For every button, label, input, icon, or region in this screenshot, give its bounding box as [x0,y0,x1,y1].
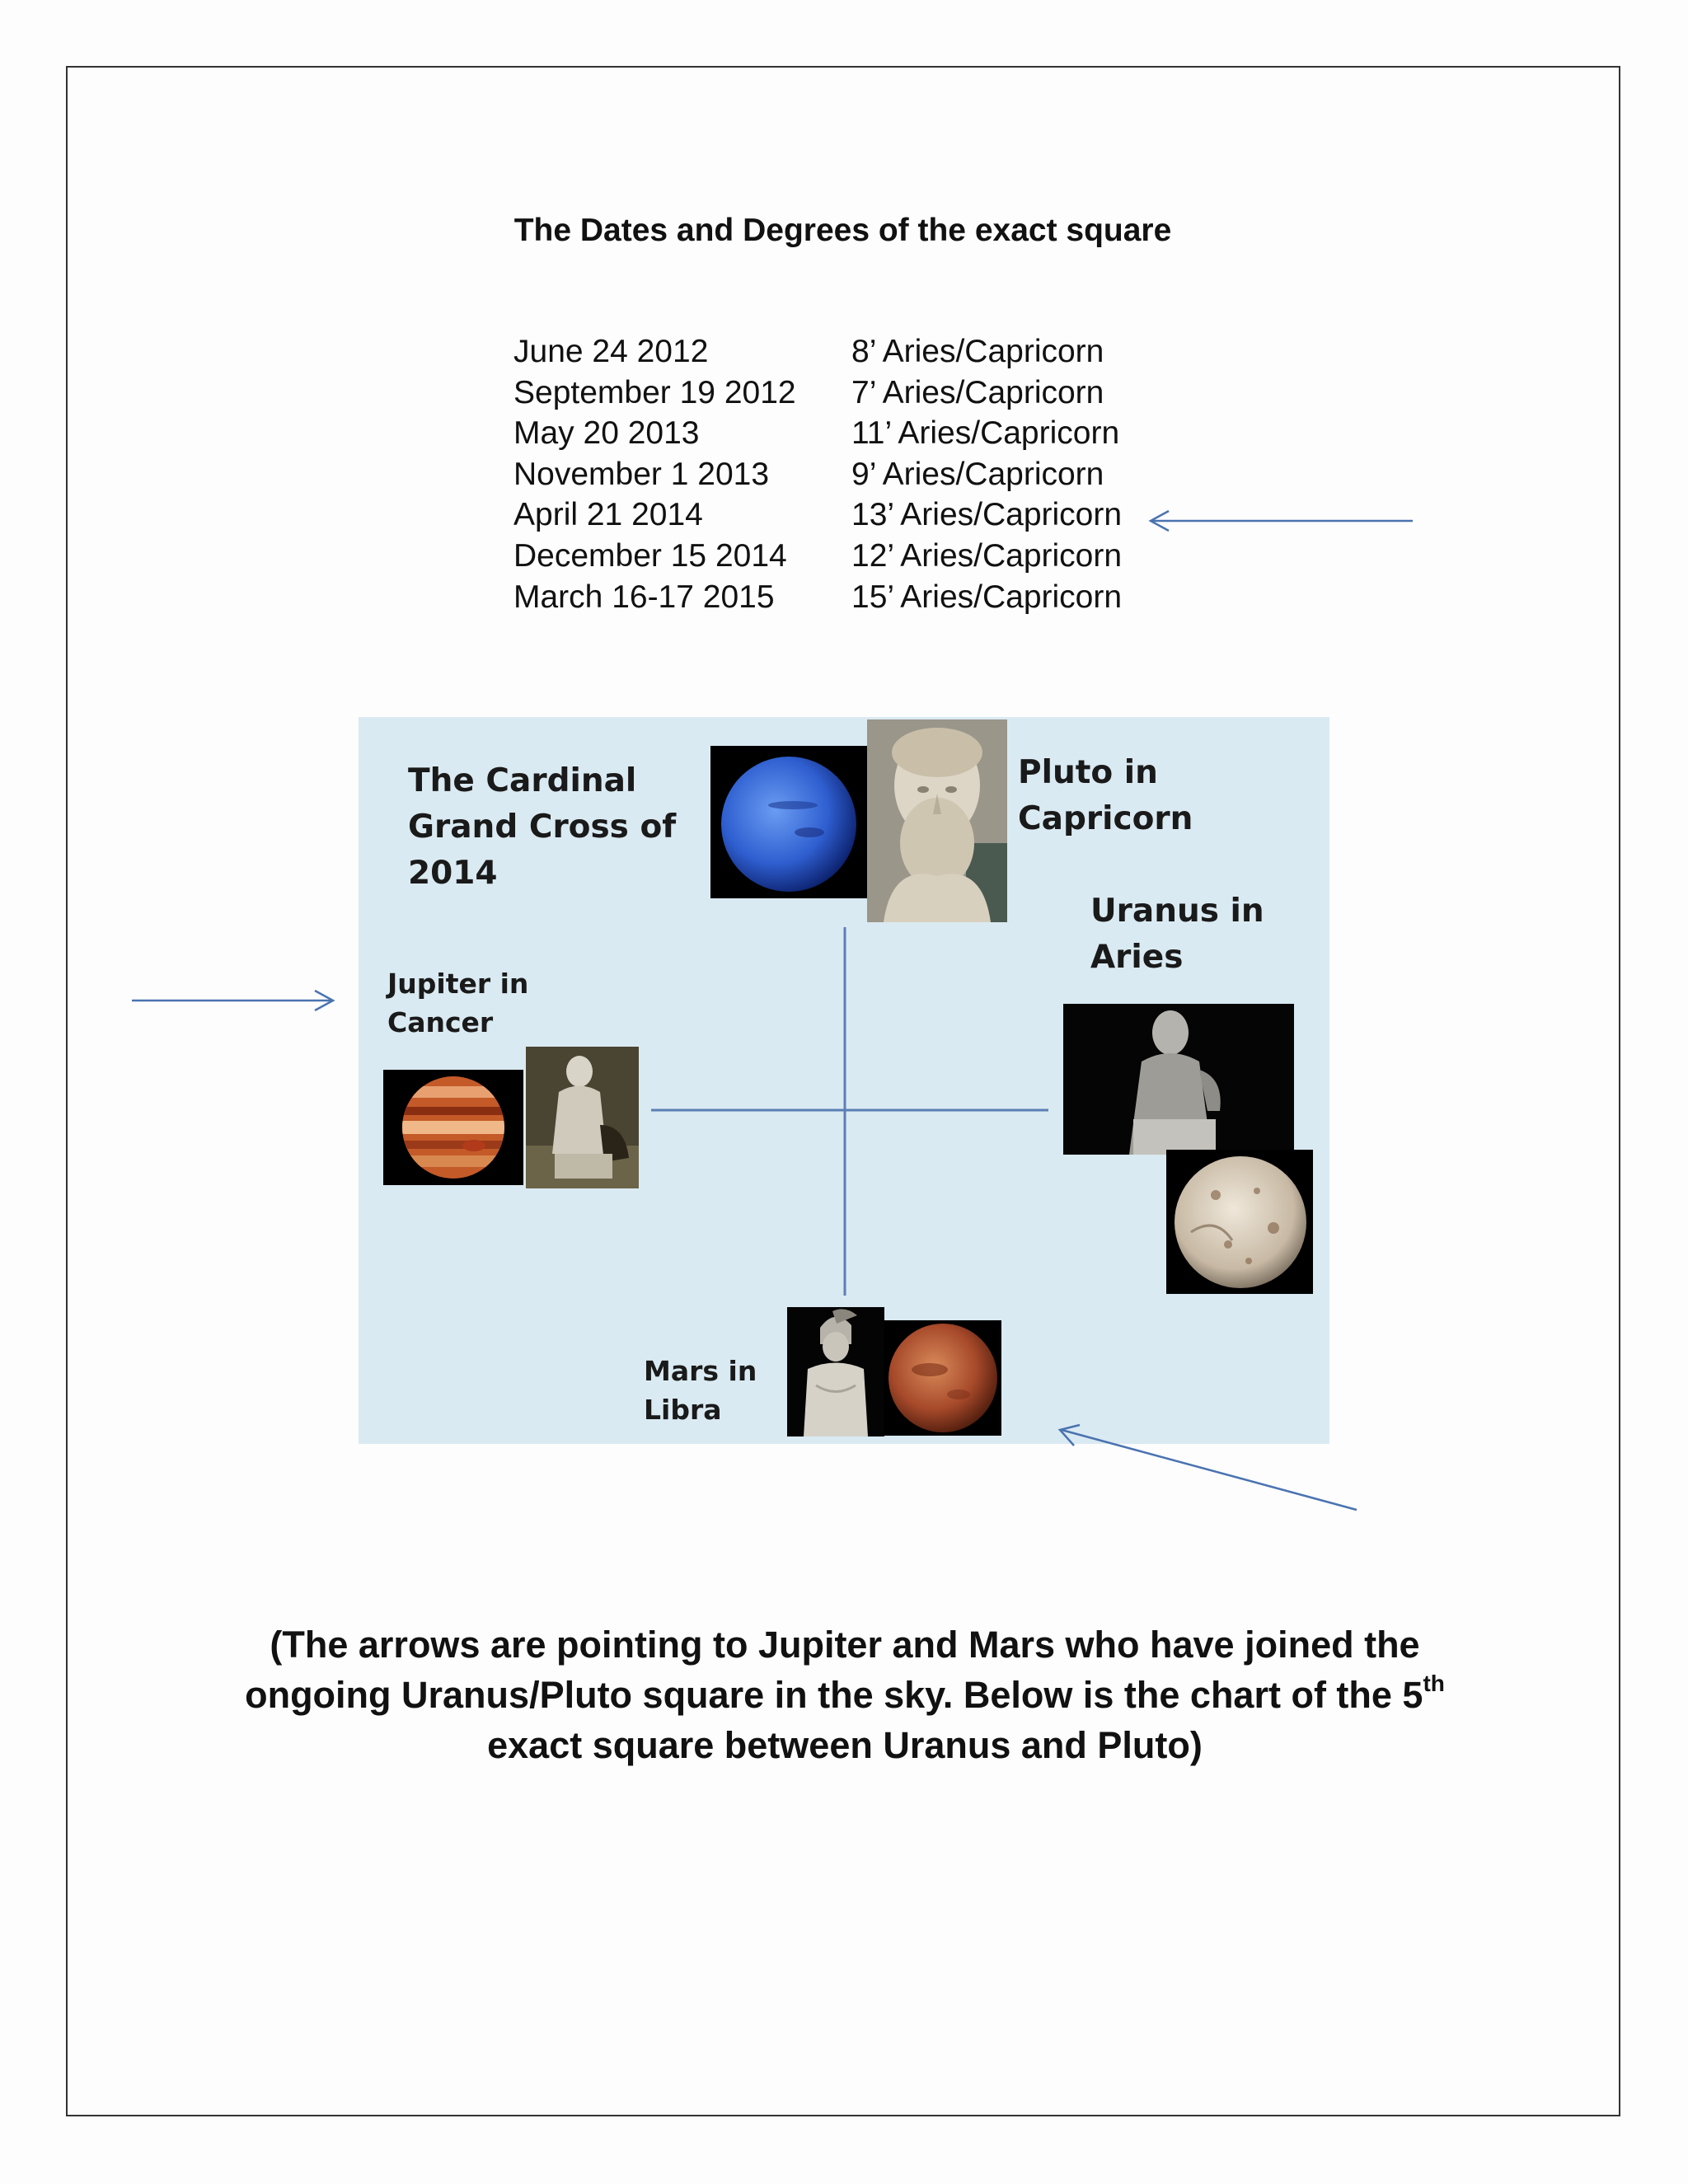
arrow-to-jupiter [132,991,333,1010]
arrow-to-table-row [1151,511,1413,531]
caption [124,1619,1566,1770]
caption-line-2-text: ongoing Uranus/Pluto square in the sky. Below is the chart of the 5 [245,1674,1423,1716]
caption-line-2 [124,1670,1566,1720]
degree-cell: 13’ Aries/Capricorn [851,497,1123,532]
date-cell: April 21 2014 [513,497,703,532]
date-cell: December 15 2014 [513,538,787,574]
date-cell: May 20 2013 [513,415,700,451]
date-cell: September 19 2012 [513,375,796,410]
mars-label: Mars in Libra [644,1355,757,1426]
jupiter-label: Jupiter in Cancer [387,968,529,1038]
caption-superscript: th [1423,1671,1445,1696]
degree-cell: 15’ Aries/Capricorn [851,579,1123,615]
uranus-label: Uranus in Aries [1090,893,1264,976]
degree-cell: 7’ Aries/Capricorn [851,375,1104,410]
date-cell: November 1 2013 [513,457,770,492]
degree-cell: 9’ Aries/Capricorn [851,457,1104,492]
date-cell: June 24 2012 [513,334,709,369]
degree-cell: 8’ Aries/Capricorn [851,334,1104,369]
date-cell: March 16-17 2015 [513,579,775,615]
caption-line-3: exact square between Uranus and Pluto) [487,1724,1203,1766]
pluto-label: Pluto in Capricorn [1018,754,1193,837]
panel-title: The Cardinal Grand Cross of 2014 [408,762,677,892]
arrow-to-mars [1060,1425,1357,1510]
degree-cell: 11’ Aries/Capricorn [851,415,1120,451]
caption-line-1: (The arrows are pointing to Jupiter and Mars who have joined the [270,1624,1420,1666]
table-title: The Dates and Degrees of the exact square [513,213,1172,248]
degree-cell: 12’ Aries/Capricorn [851,538,1123,574]
